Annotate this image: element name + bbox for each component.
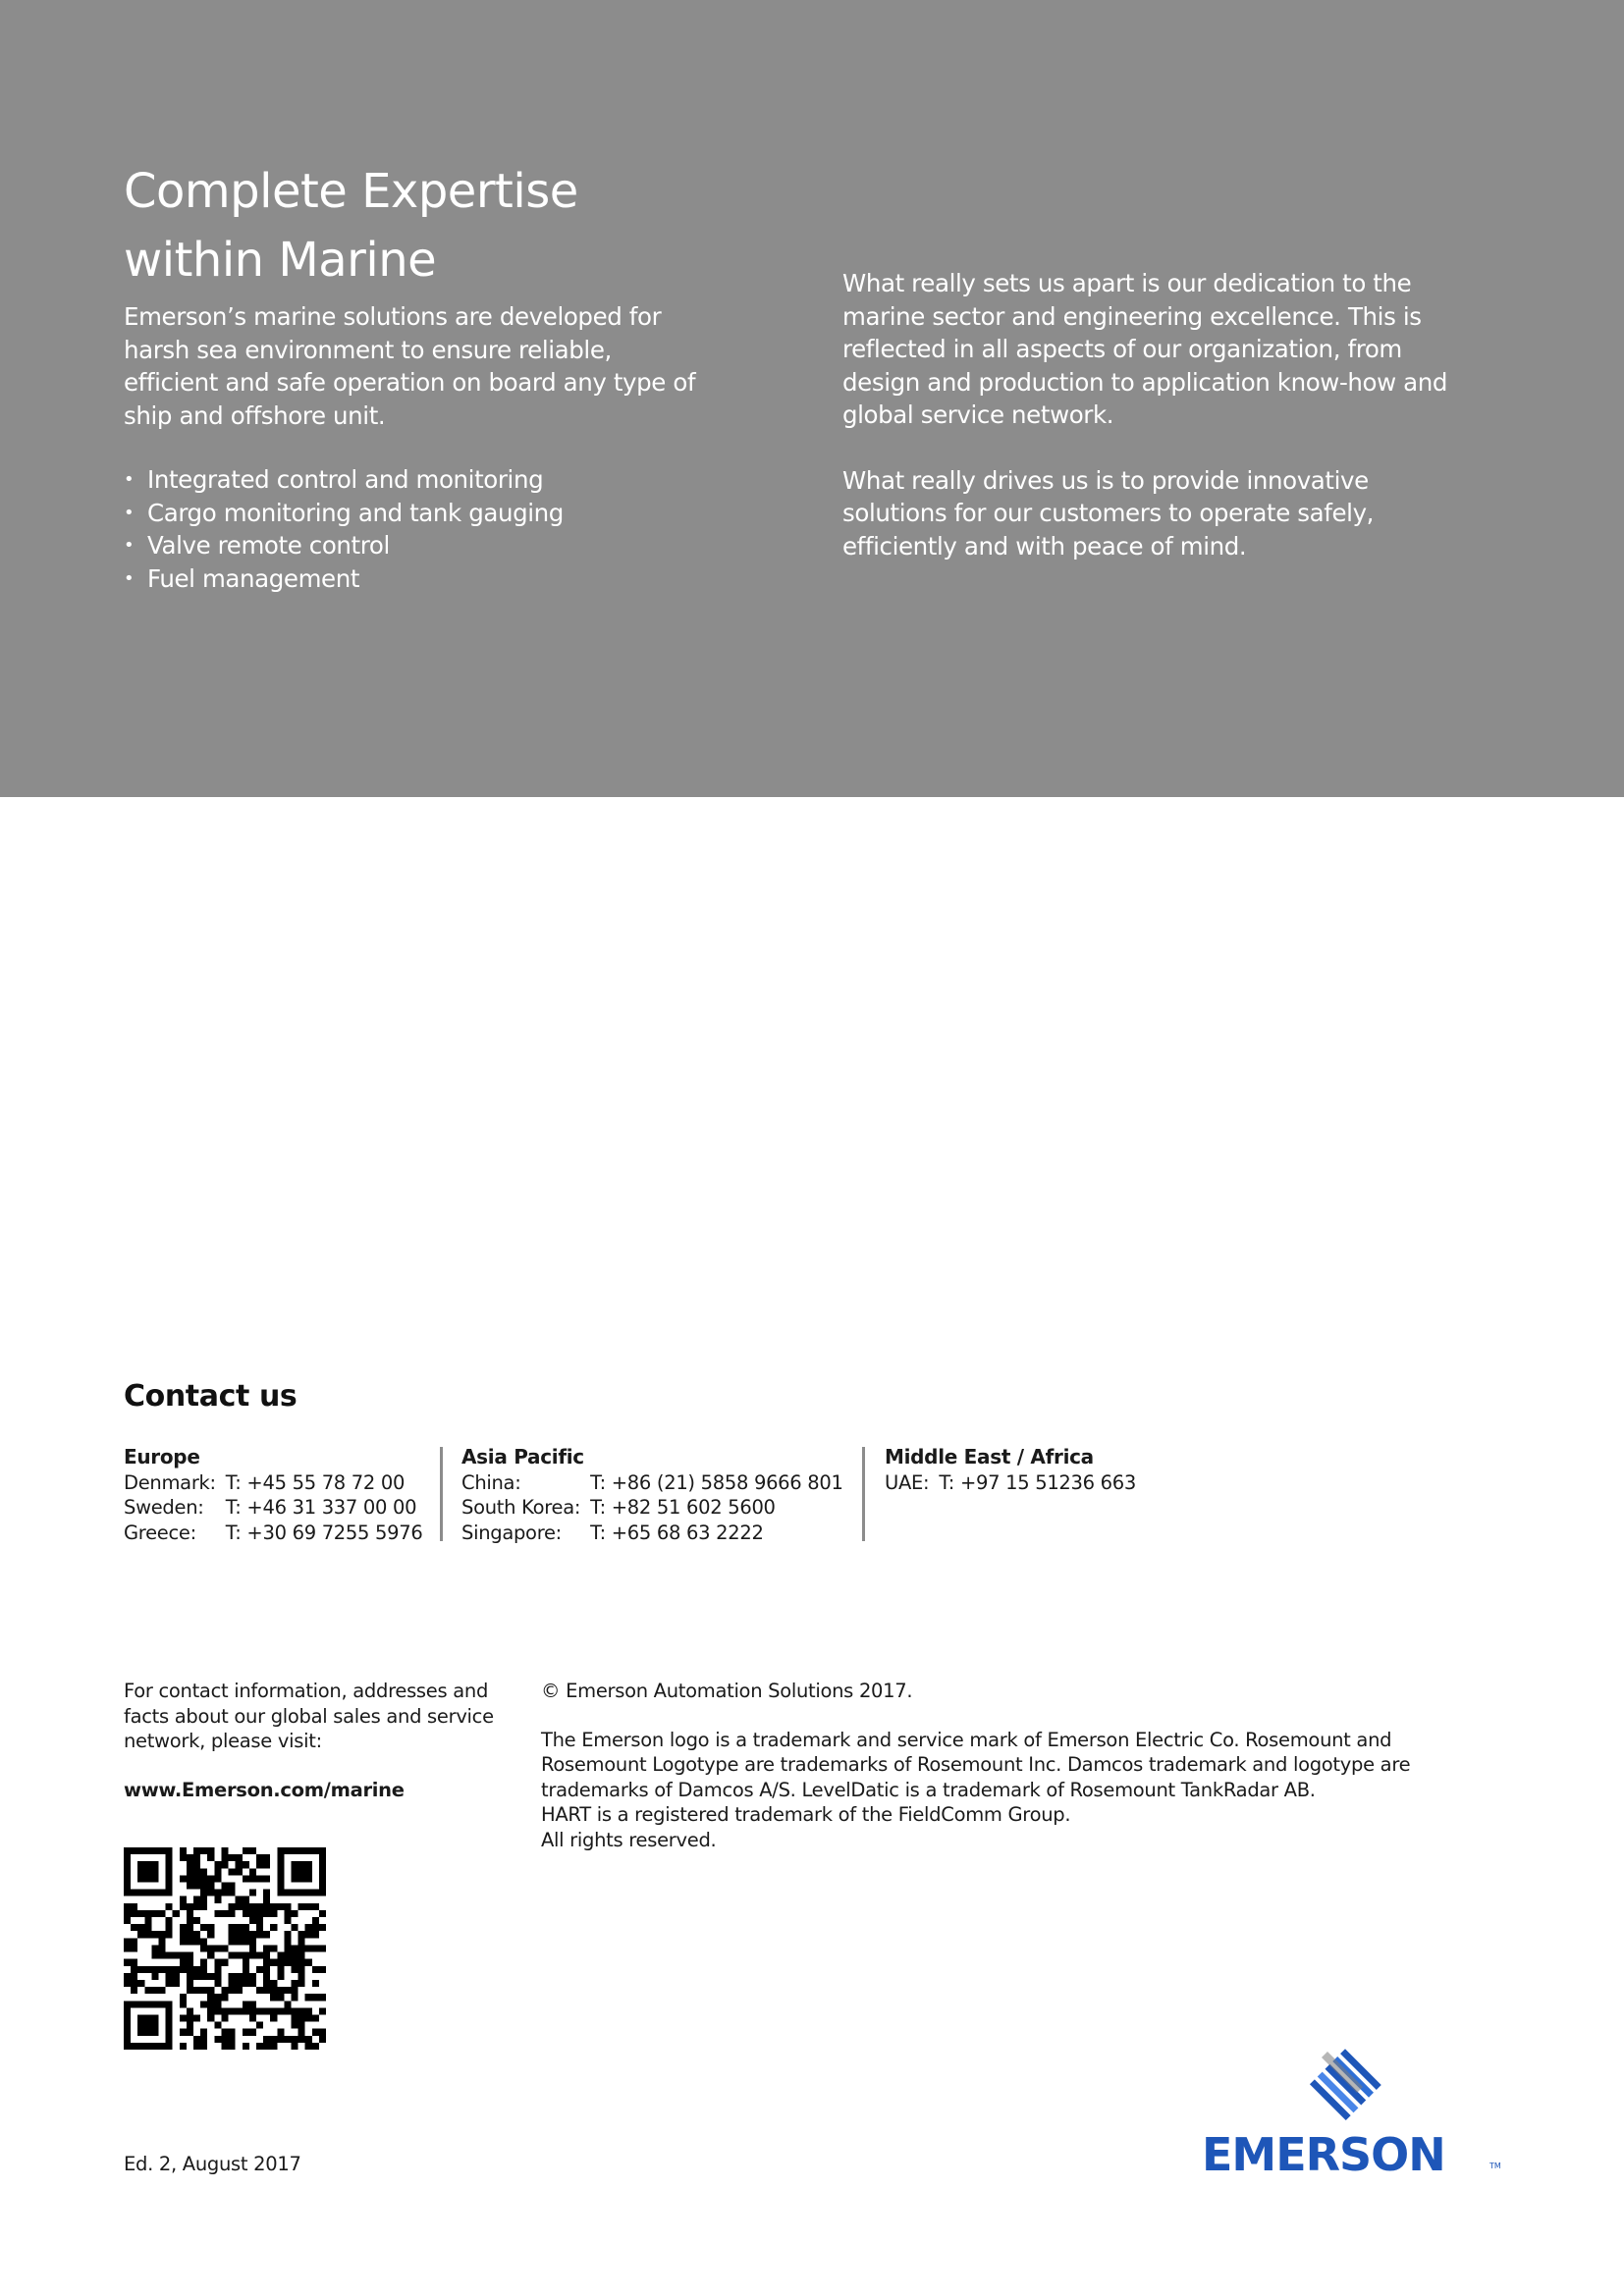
legal-line: The Emerson logo is a trademark and service mark of Emerson Electric Co. Rosemount and	[541, 1728, 1392, 1751]
region-name: Middle East / Africa	[885, 1445, 1094, 1468]
region-phone-table	[124, 1470, 422, 1546]
phone-row	[124, 1521, 422, 1546]
country-label: Sweden:	[124, 1496, 204, 1519]
region-asia-pacific	[461, 1445, 843, 1545]
hero-title	[124, 157, 578, 294]
phone-row	[124, 1470, 422, 1496]
bullet-text: Cargo monitoring and tank gauging	[147, 498, 564, 527]
country-label: Singapore:	[461, 1521, 562, 1544]
bullet-item	[124, 497, 564, 530]
country-label: China:	[461, 1470, 521, 1494]
bullet-text: Fuel management	[147, 563, 360, 593]
phone-number: T: +45 55 78 72 00	[225, 1470, 406, 1494]
hero-title-line-1: Complete Expertise	[124, 164, 578, 219]
bullet-item	[124, 529, 564, 562]
bullet-text: Integrated control and monitoring	[147, 465, 544, 494]
phone-number: T: +46 31 337 00 00	[225, 1496, 417, 1519]
phone-row	[124, 1495, 422, 1521]
country-label: Greece:	[124, 1521, 196, 1544]
region-name: Europe	[124, 1445, 200, 1468]
legal-line: Rosemount Logotype are trademarks of Rosemount Inc. Damcos trademark and logotype are	[541, 1753, 1411, 1776]
bullet-icon: •	[124, 535, 135, 556]
bullet-item	[124, 562, 564, 596]
region-middle-east-africa	[885, 1445, 1136, 1495]
country-label: Denmark:	[124, 1470, 216, 1494]
legal-line: All rights reserved.	[541, 1828, 717, 1851]
hero-right-paragraph-1: What really sets us apart is our dedication to the marine sector and engineering excellence. This is reflected in all aspects of our organization, from design and production to application know-how and global service network.	[842, 269, 1448, 429]
hero-bullet-list	[124, 463, 564, 595]
bullet-icon: •	[124, 567, 135, 589]
hero-right-column	[842, 267, 1471, 595]
edition-text: Ed. 2, August 2017	[124, 2153, 301, 2175]
bullet-item	[124, 463, 564, 497]
website-link[interactable]: www.Emerson.com/marine	[124, 1778, 405, 1801]
logo-wordmark: EMERSON	[1202, 2128, 1445, 2181]
contact-title: Contact us	[124, 1379, 298, 1414]
phone-number: T: +30 69 7255 5976	[225, 1521, 423, 1544]
country-label: South Korea:	[461, 1496, 581, 1519]
legal-block	[541, 1679, 1425, 1852]
visit-text: For contact information, addresses and facts about our global sales and service network, please visit:	[124, 1680, 494, 1752]
hero-title-line-2: within Marine	[124, 233, 437, 288]
bullet-icon: •	[124, 502, 135, 523]
visit-block	[124, 1679, 497, 1802]
phone-number: T: +86 (21) 5858 9666 801	[590, 1470, 843, 1494]
phone-row	[461, 1521, 843, 1546]
region-phone-table	[885, 1470, 1136, 1496]
region-phone-table	[461, 1470, 843, 1546]
hero-intro: Emerson’s marine solutions are developed for harsh sea environment to ensure reliable, efficient and safe operation on board any type of ship and offshore unit.	[124, 302, 696, 430]
phone-row	[461, 1470, 843, 1496]
region-name: Asia Pacific	[461, 1445, 584, 1468]
logo-trademark: TM	[1489, 2162, 1501, 2170]
hero-banner	[0, 0, 1624, 797]
phone-row	[461, 1495, 843, 1521]
hero-right-paragraph-2: What really drives us is to provide innovative solutions for our customers to operate safely, efficiently and with peace of mind.	[842, 465, 1375, 561]
phone-number: T: +97 15 51236 663	[939, 1470, 1136, 1494]
legal-line: HART is a registered trademark of the FieldComm Group.	[541, 1803, 1071, 1826]
bullet-text: Valve remote control	[147, 531, 390, 560]
legal-line: trademarks of Damcos A/S. LevelDatic is a trademark of Rosemount TankRadar AB.	[541, 1778, 1316, 1801]
phone-number: T: +65 68 63 2222	[590, 1521, 764, 1544]
phone-row	[885, 1470, 1136, 1496]
bullet-icon: •	[124, 469, 135, 490]
region-divider	[440, 1447, 443, 1541]
qr-code[interactable]	[124, 1847, 326, 2050]
country-label: UAE:	[885, 1470, 930, 1494]
region-europe	[124, 1445, 422, 1545]
region-divider	[862, 1447, 865, 1541]
copyright-text: © Emerson Automation Solutions 2017.	[541, 1680, 913, 1702]
phone-number: T: +82 51 602 5600	[590, 1496, 776, 1519]
